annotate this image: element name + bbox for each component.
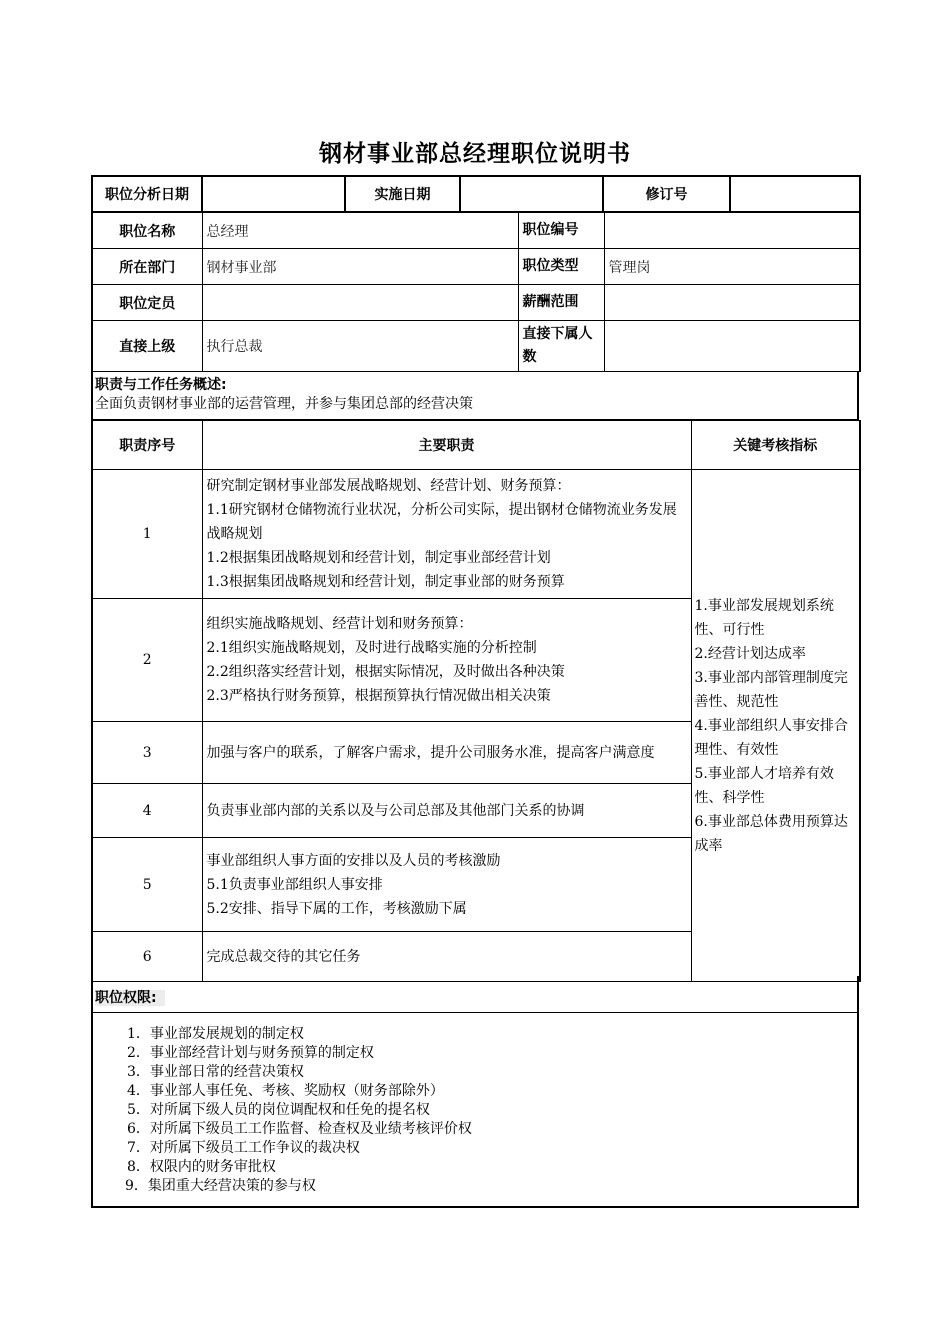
- position-name-label: 职位名称: [92, 213, 202, 249]
- duty-line: 1.2根据集团战略规划和经营计划，制定事业部经营计划: [206, 550, 551, 566]
- impl-date-value[interactable]: [460, 176, 603, 212]
- department-value: 钢材事业部: [202, 249, 518, 285]
- duties-kpi-header: 关键考核指标: [691, 421, 860, 470]
- duty-cell: [202, 722, 691, 784]
- department-label: 所在部门: [92, 249, 202, 285]
- info-table: [91, 212, 861, 372]
- duty-seq: 1: [92, 470, 202, 599]
- duty-line: 完成总裁交待的其它任务: [206, 948, 361, 965]
- power-item: 4．事业部人事任免、考核、奖励权（财务部除外）: [127, 1083, 444, 1099]
- revision-label: 修订号: [603, 176, 730, 212]
- salary-value: [604, 285, 860, 321]
- duty-cell: [202, 599, 691, 722]
- duty-line: 事业部组织人事方面的安排以及人员的考核激励: [206, 852, 501, 869]
- duty-line: 5.2安排、指导下属的工作，考核激励下属: [206, 900, 467, 917]
- kpi-item: 5.事业部人才培养有效性、科学性: [694, 765, 834, 806]
- impl-date-label: 实施日期: [345, 176, 460, 212]
- summary-text: 全面负责钢材事业部的运营管理，并参与集团总部的经营决策: [95, 396, 473, 412]
- summary-label: 职责与工作任务概述:: [95, 377, 227, 393]
- headcount-label: 职位定员: [92, 285, 202, 321]
- position-type-value: 管理岗: [604, 249, 860, 285]
- position-type-label: 职位类型: [518, 249, 604, 285]
- duty-line: 1.1研究钢材仓储物流行业状况，分析公司实际，提出钢材仓储物流业务发展战略规划: [206, 502, 677, 542]
- duty-line: 2.1组织实施战略规划，及时进行战略实施的分析控制: [206, 640, 537, 656]
- kpi-item: 2.经营计划达成率: [694, 645, 806, 662]
- duty-seq: 5: [92, 838, 202, 932]
- position-name-value: 总经理: [202, 213, 518, 249]
- revision-value[interactable]: [730, 176, 860, 212]
- summary-section: [91, 371, 859, 420]
- duty-cell: [202, 932, 691, 982]
- header-table: [91, 175, 861, 213]
- kpi-item: 6.事业部总体费用预算达成率: [694, 813, 848, 854]
- analysis-date-value[interactable]: [202, 176, 345, 212]
- superior-label: 直接上级: [92, 321, 202, 372]
- powers-section: [91, 1013, 859, 1208]
- duties-main-header: 主要职责: [202, 421, 691, 470]
- duties-table: [91, 420, 861, 982]
- duty-seq: 6: [92, 932, 202, 982]
- powers-label: 职位权限:: [95, 990, 165, 1006]
- duty-line: 1.3根据集团战略规划和经营计划，制定事业部的财务预算: [206, 574, 565, 590]
- subordinates-label: 直接下属人数: [518, 321, 604, 372]
- kpi-cell: [691, 470, 860, 982]
- duty-cell: [202, 784, 691, 838]
- duty-seq: 2: [92, 599, 202, 722]
- duty-line: 加强与客户的联系，了解客户需求，提升公司服务水准，提高客户满意度: [206, 744, 655, 761]
- duty-line: 2.2组织落实经营计划，根据实际情况，及时做出各种决策: [206, 664, 565, 680]
- duty-cell: [202, 470, 691, 599]
- power-item: 7．对所属下级员工工作争议的裁决权: [127, 1140, 360, 1156]
- duty-seq: 3: [92, 722, 202, 784]
- superior-value: 执行总裁: [202, 321, 518, 372]
- duty-line: 5.1负责事业部组织人事安排: [206, 876, 383, 893]
- power-item: 8．权限内的财务审批权: [127, 1159, 276, 1175]
- duty-cell: [202, 838, 691, 932]
- duty-line: 负责事业部内部的关系以及与公司总部及其他部门关系的协调: [206, 802, 585, 819]
- subordinates-value: [604, 321, 860, 372]
- duty-seq: 4: [92, 784, 202, 838]
- duties-seq-header: 职责序号: [92, 421, 202, 470]
- duty-line: 组织实施战略规划、经营计划和财务预算：: [206, 616, 473, 632]
- duty-line: 研究制定钢材事业部发展战略规划、经营计划、财务预算：: [206, 478, 571, 494]
- power-item: 3．事业部日常的经营决策权: [127, 1064, 304, 1080]
- power-item: 6．对所属下级员工工作监督、检查权及业绩考核评价权: [127, 1121, 472, 1137]
- power-item: 5．对所属下级人员的岗位调配权和任免的提名权: [127, 1102, 430, 1118]
- powers-label-row: [91, 976, 859, 1013]
- salary-label: 薪酬范围: [518, 285, 604, 321]
- power-item: 1．事业部发展规划的制定权: [127, 1026, 304, 1042]
- position-code-value: [604, 213, 860, 249]
- power-item: 2．事业部经营计划与财务预算的制定权: [127, 1045, 374, 1061]
- power-item: 9．集团重大经营决策的参与权: [125, 1178, 316, 1194]
- headcount-value: [202, 285, 518, 321]
- duty-line: 2.3严格执行财务预算，根据预算执行情况做出相关决策: [206, 688, 551, 704]
- kpi-item: 1.事业部发展规划系统性、可行性: [694, 597, 834, 638]
- kpi-item: 4.事业部组织人事安排合理性、有效性: [694, 717, 848, 758]
- position-code-label: 职位编号: [518, 213, 604, 249]
- analysis-date-label: 职位分析日期: [92, 176, 202, 212]
- kpi-item: 3.事业部内部管理制度完善性、规范性: [694, 669, 848, 710]
- page-title: 钢材事业部总经理职位说明书: [319, 140, 631, 167]
